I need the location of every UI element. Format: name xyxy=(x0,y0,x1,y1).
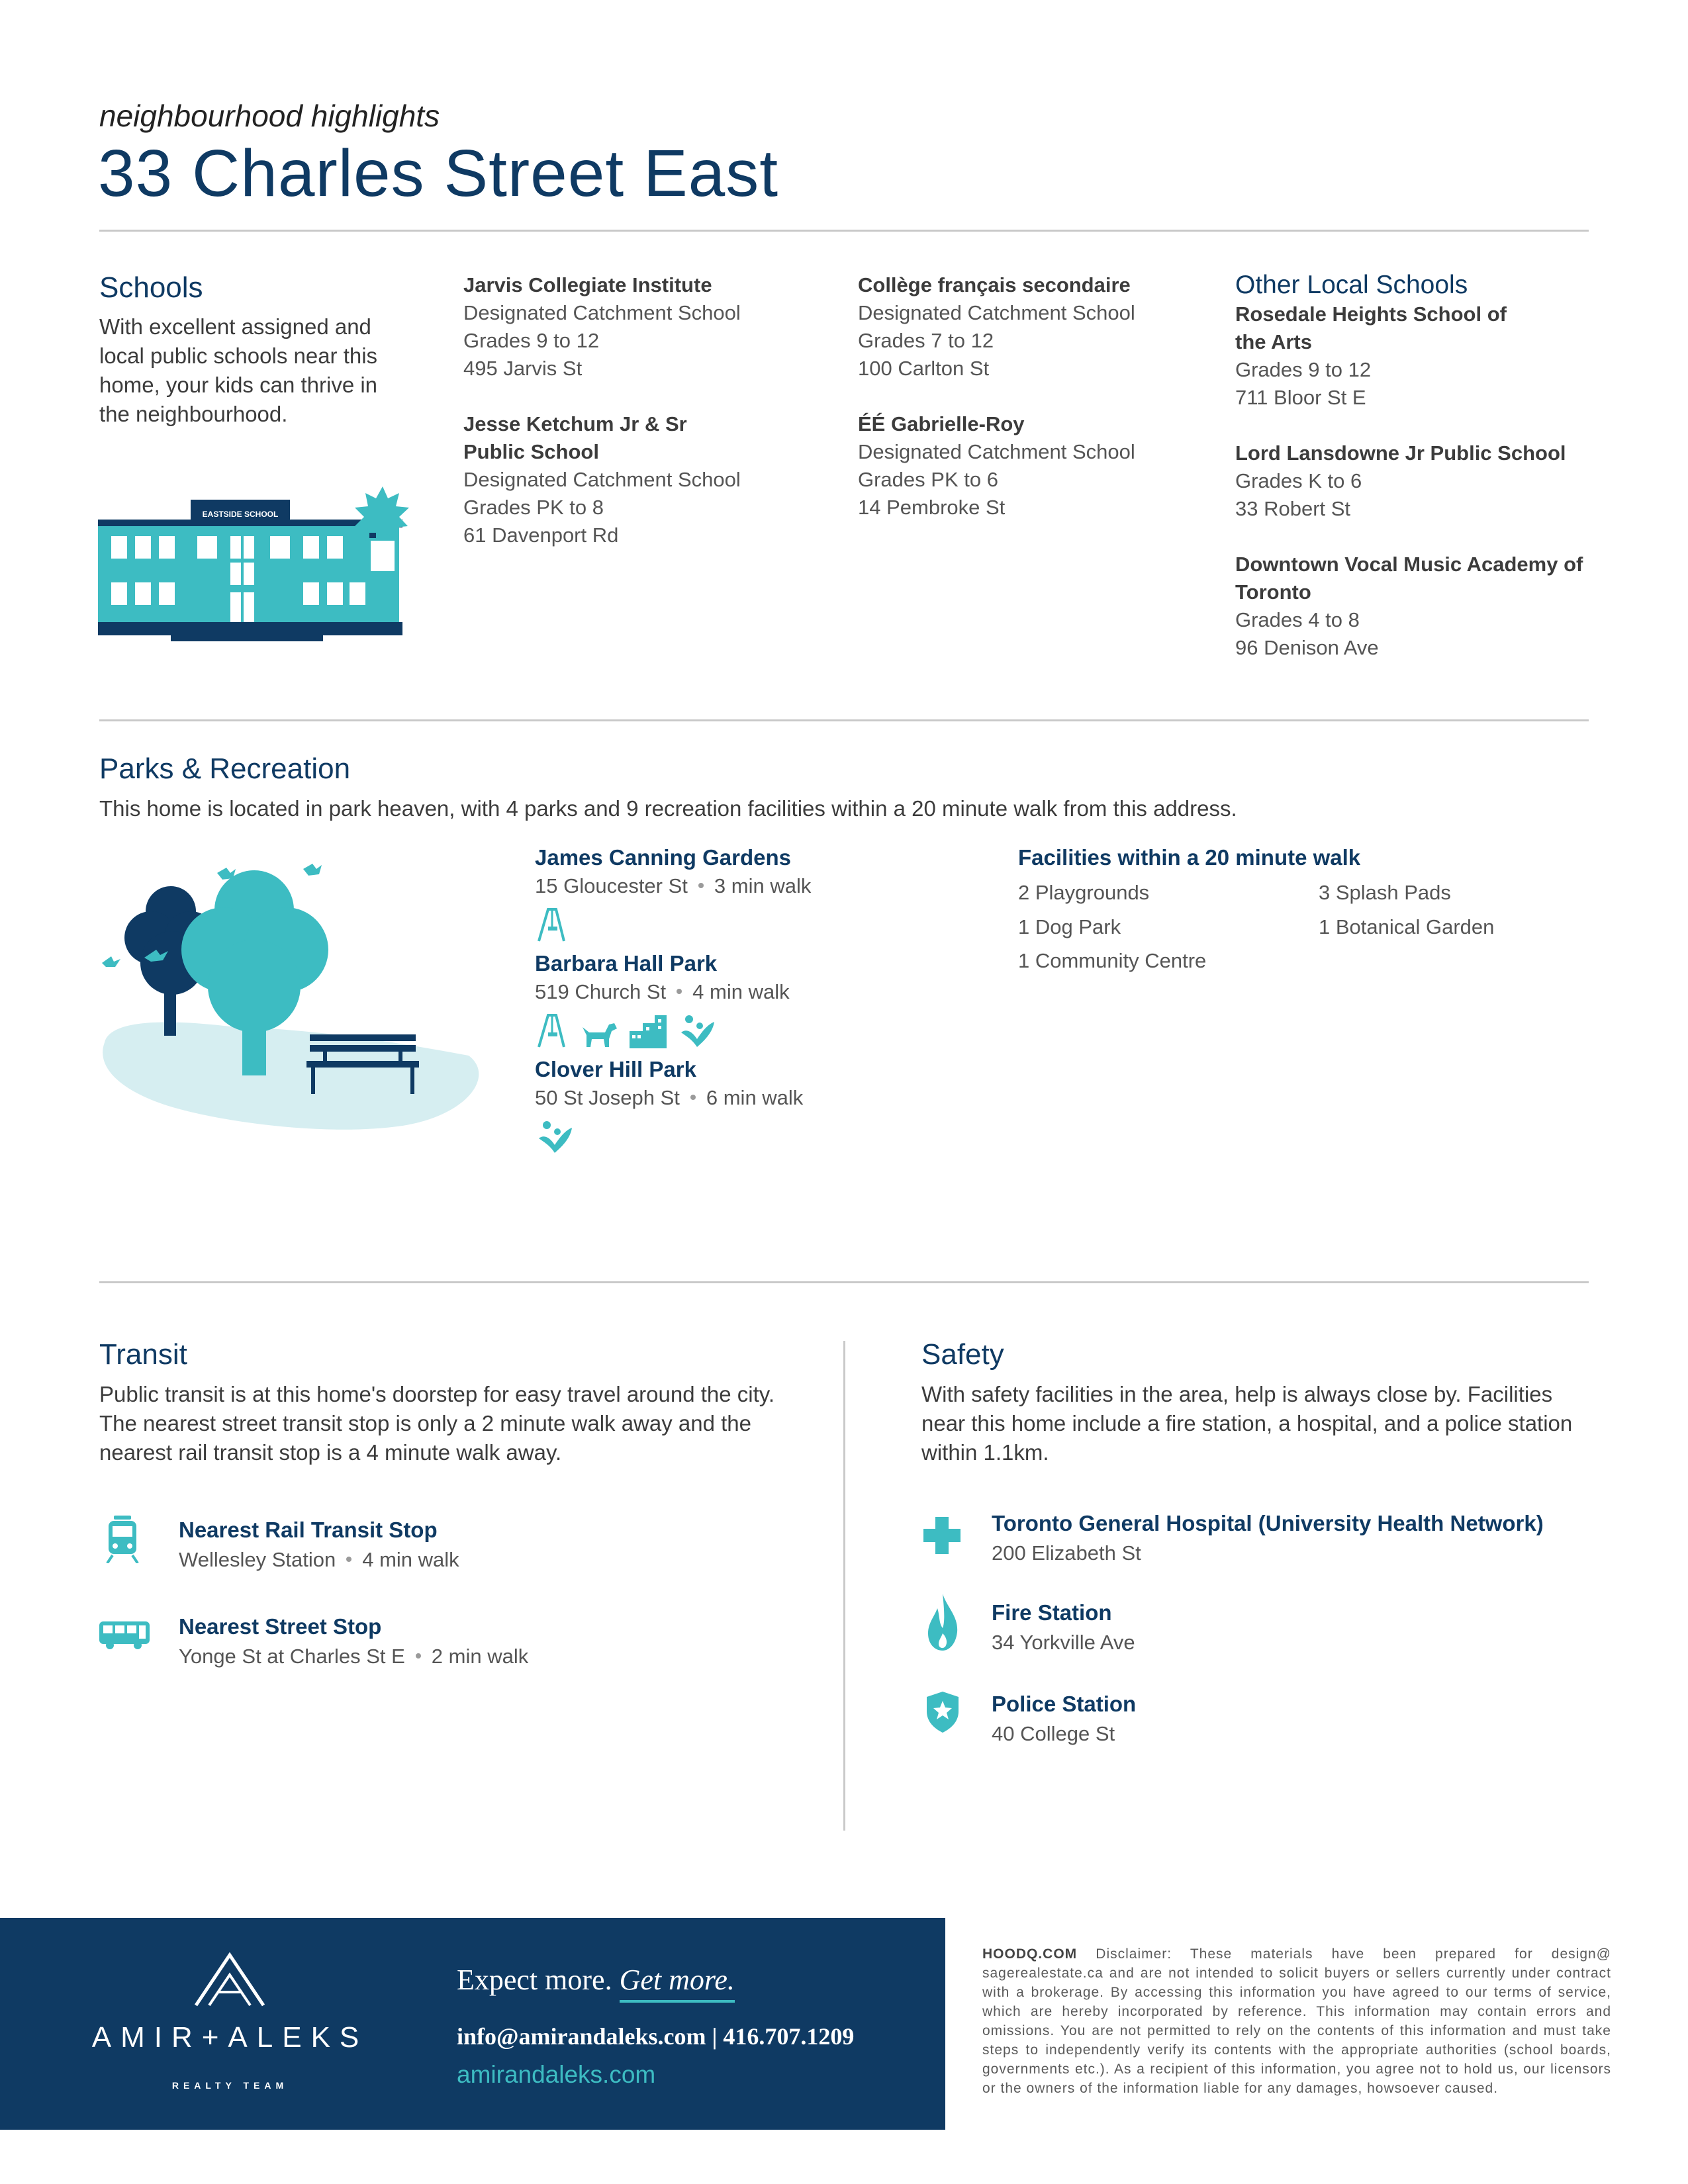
school-detail: Grades 7 to 12 xyxy=(858,329,994,352)
facility-item: 2 Playgrounds xyxy=(1018,881,1150,904)
school-detail: Grades 9 to 12 xyxy=(463,329,600,352)
disclaimer-brand: HOODQ.COM xyxy=(982,1946,1078,1962)
police-shield-icon xyxy=(927,1692,959,1733)
facilities-heading: Facilities within a 20 minute walk xyxy=(1018,845,1361,870)
school-detail: Designated Catchment School xyxy=(463,301,741,324)
park-address: 15 Gloucester St xyxy=(535,874,688,897)
other-schools-heading: Other Local Schools xyxy=(1235,271,1468,299)
footer-banner xyxy=(0,1918,945,2130)
transit-stop-place: Yonge St at Charles St E xyxy=(179,1645,405,1668)
park-walk-time: 3 min walk xyxy=(714,874,812,897)
splash-pad-icon xyxy=(677,1013,717,1048)
safety-facility-address: 34 Yorkville Ave xyxy=(992,1631,1135,1654)
transit-stop-detail xyxy=(179,1643,528,1670)
school-sign-text: EASTSIDE SCHOOL xyxy=(202,510,279,519)
school-detail: 495 Jarvis St xyxy=(463,357,583,380)
school-detail: Grades K to 6 xyxy=(1235,469,1362,492)
park-walk-time: 4 min walk xyxy=(692,980,790,1003)
school-name: Lord Lansdowne Jr Public School xyxy=(1235,441,1566,465)
safety-intro: With safety facilities in the area, help is always close by. Facilities near this home include a fire station, a hospital, and a police station within 1.1km. xyxy=(921,1382,1573,1465)
school-detail: 711 Bloor St E xyxy=(1235,386,1366,409)
safety-facility-address: 40 College St xyxy=(992,1722,1115,1745)
school-detail: Designated Catchment School xyxy=(463,468,741,491)
schools-intro: With excellent assigned and local public schools near this home, your kids can thrive in the neighbourhood. xyxy=(99,314,378,426)
school-detail: Grades 4 to 8 xyxy=(1235,608,1360,631)
school-column-3 xyxy=(1235,270,1593,662)
safety-facility-address: 200 Elizabeth St xyxy=(992,1541,1141,1565)
park-walk-time: 6 min walk xyxy=(706,1086,804,1109)
park-amenity-icons xyxy=(535,1006,998,1052)
divider xyxy=(99,230,1589,232)
transit-walk-time: 2 min walk xyxy=(431,1645,529,1668)
school-entry xyxy=(858,271,1229,383)
flame-icon xyxy=(927,1594,959,1651)
school-entry xyxy=(1235,551,1593,662)
divider xyxy=(99,719,1589,721)
tagline-italic: Get more. xyxy=(620,1964,735,2003)
school-detail: Grades 9 to 12 xyxy=(1235,358,1372,381)
transit-stop-place: Wellesley Station xyxy=(179,1548,336,1571)
transit-stop-label: Nearest Rail Transit Stop xyxy=(179,1518,438,1542)
park-name: James Canning Gardens xyxy=(535,845,791,870)
park-name: Barbara Hall Park xyxy=(535,951,718,976)
park-address: 519 Church St xyxy=(535,980,667,1003)
park-location xyxy=(535,978,998,1006)
park-illustration xyxy=(98,864,482,1142)
park-location xyxy=(535,1084,998,1112)
park-amenity-icons xyxy=(535,900,998,946)
transit-walk-time: 4 min walk xyxy=(362,1548,459,1571)
transit-stop-detail xyxy=(179,1546,459,1574)
contact-info[interactable]: info@amirandaleks.com | 416.707.1209 xyxy=(457,2023,855,2050)
parks-intro: This home is located in park heaven, with 4 parks and 9 recreation facilities within a 20 minute walk from this address. xyxy=(99,796,1237,821)
parks-heading: Parks & Recreation xyxy=(99,752,351,785)
school-detail: Grades PK to 6 xyxy=(858,468,998,491)
transit-intro: Public transit is at this home's doorstep for easy travel around the city. The nearest street transit stop is only a 2 minute walk away and the nearest rail transit stop is a 4 minute walk away. xyxy=(99,1382,775,1465)
school-column-2 xyxy=(858,271,1229,522)
school-detail: Grades PK to 8 xyxy=(463,496,604,519)
safety-facility-label: Police Station xyxy=(992,1692,1137,1716)
school-name: Jarvis Collegiate Institute xyxy=(463,273,712,296)
splash-pad-icon xyxy=(535,1118,575,1154)
school-detail: Designated Catchment School xyxy=(858,440,1135,463)
school-building-illustration xyxy=(98,486,409,649)
school-name: Jesse Ketchum Jr & Sr Public School xyxy=(463,412,687,463)
school-entry xyxy=(463,410,834,549)
safety-facility-label: Fire Station xyxy=(992,1600,1112,1625)
schools-heading: Schools xyxy=(99,271,203,304)
facility-item: 3 Splash Pads xyxy=(1319,881,1451,904)
school-entry xyxy=(463,271,834,383)
parks-list xyxy=(535,843,998,1158)
school-detail: 96 Denison Ave xyxy=(1235,636,1379,659)
school-detail: 100 Carlton St xyxy=(858,357,990,380)
school-detail: 33 Robert St xyxy=(1235,497,1351,520)
school-name: Collège français secondaire xyxy=(858,273,1131,296)
school-detail: 61 Davenport Rd xyxy=(463,523,619,547)
facility-item: 1 Dog Park xyxy=(1018,915,1121,938)
park-name: Clover Hill Park xyxy=(535,1057,696,1081)
community-centre-icon xyxy=(628,1013,668,1048)
park-amenity-icons xyxy=(535,1112,998,1158)
transit-stop-label: Nearest Street Stop xyxy=(179,1614,382,1639)
tagline xyxy=(457,1963,735,1997)
school-entry xyxy=(1235,439,1593,523)
school-detail: 14 Pembroke St xyxy=(858,496,1006,519)
brand-subtitle: REALTY TEAM xyxy=(171,2080,289,2091)
school-detail: Designated Catchment School xyxy=(858,301,1135,324)
safety-heading: Safety xyxy=(921,1338,1004,1371)
safety-facility-label: Toronto General Hospital (University Health Network) xyxy=(992,1511,1544,1535)
facility-item: 1 Botanical Garden xyxy=(1319,915,1495,938)
park-address: 50 St Joseph St xyxy=(535,1086,680,1109)
disclaimer xyxy=(982,1944,1611,2098)
column-divider xyxy=(843,1341,845,1831)
school-entry xyxy=(858,410,1229,522)
dog-park-icon xyxy=(579,1013,618,1048)
school-name: Downtown Vocal Music Academy of Toronto xyxy=(1235,553,1583,604)
park-location xyxy=(535,872,998,900)
tagline-plain: Expect more. xyxy=(457,1964,612,1996)
playground-icon xyxy=(535,1013,568,1048)
train-icon xyxy=(106,1516,139,1563)
divider xyxy=(99,1281,1589,1283)
hospital-cross-icon xyxy=(923,1517,961,1554)
page-title: 33 Charles Street East xyxy=(98,136,779,210)
facility-item: 1 Community Centre xyxy=(1018,949,1207,972)
school-column-1 xyxy=(463,271,834,549)
school-entry xyxy=(1235,300,1593,412)
school-name: ÉÉ Gabrielle-Roy xyxy=(858,412,1025,435)
transit-heading: Transit xyxy=(99,1338,187,1371)
disclaimer-text: Disclaimer: These materials have been prepared for design@ sagerealestate.ca and are not intended to solicit buyers or sellers currently under contract with a brokerage. By accessing this information you have agreed to our terms of service, which are hereby incorporated by reference. This information may contain errors and omissions. You are not permitted to rely on the contents of this information and must take steps to independently verify its contents with the appropriate authorities (school boards, governments etc.). As a recipient of this information, you agree not to hold us, our licensors or the owners of the information liable for any damages, howsoever caused. xyxy=(982,1946,1611,2096)
brand-logo-icon xyxy=(193,1952,266,2008)
playground-icon xyxy=(535,907,568,942)
brand-name: AMIR+ALEKS xyxy=(91,2021,369,2054)
school-name: Rosedale Heights School of the Arts xyxy=(1235,302,1507,353)
page-subtitle: neighbourhood highlights xyxy=(99,99,440,133)
bus-icon xyxy=(99,1620,150,1649)
website-link[interactable]: amirandaleks.com xyxy=(457,2061,656,2088)
